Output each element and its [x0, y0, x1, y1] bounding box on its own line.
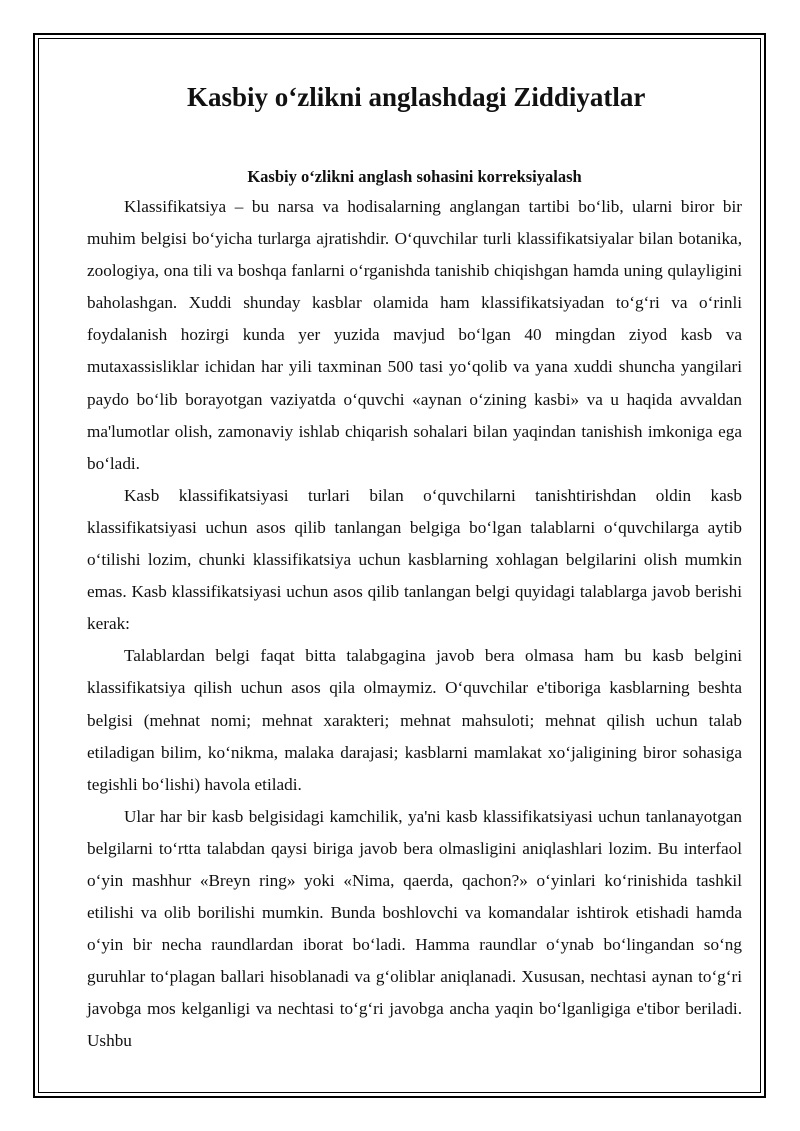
section-heading: Kasbiy o‘zlikni anglash sohasini korreksiyalash	[247, 167, 582, 186]
paragraph-2: Kasb klassifikatsiyasi turlari bilan o‘quvchilarni tanishtirishdan oldin kasb klassifikatsiyasi uchun asos qilib tanlangan belgiga bo‘lgan talablarni o‘quvchilarga aytib o‘tilishi lozim, chunki klassifikatsiya uchun kasblarning xohlagan belgilarini olish mumkin emas. Kasb klassifikatsiyasi uchun asos qilib tanlangan belgi quyidagi talablarga javob berishi kerak:	[87, 485, 742, 634]
paragraph-4: Ular har bir kasb belgisidagi kamchilik, ya'ni kasb klassifikatsiyasi uchun tanlanayotgan belgilarni to‘rtta talabdan qaysi biriga javob bera olmasligini aniqlashlari lozim. Bu interfaol o‘yin mashhur «Breyn ring» yoki «Nima, qaerda, qachon?» o‘yinlari ko‘rinishida tashkil etilishi va olib borilishi mumkin. Bunda boshlovchi va komandalar ishtirok etishadi hamda o‘yin bir necha raundlardan iborat bo‘ladi. Hamma raundlar o‘ynab bo‘lingandan so‘ng guruhlar to‘plagan ballari hisoblanadi va g‘oliblar aniqlanadi. Xususan, nechtasi aynan to‘g‘ri javobga mos kelganligi va nechtasi to‘g‘ri javobga ancha yaqin bo‘lganligiga e'tibor beriladi. Ushbu	[87, 806, 742, 1051]
paragraph-3: Talablardan belgi faqat bitta talabgagina javob bera olmasa ham bu kasb belgini klassifikatsiya qilish uchun asos qila olmaymiz. O‘quvchilar e'tiboriga kasblarning beshta belgisi (mehnat nomi; mehnat xarakteri; mehnat mahsuloti; mehnat qilish uchun talab etiladigan bilim, ko‘nikma, malaka darajasi; kasblarni mamlakat xo‘jaligining biror sohasiga tegishli bo‘lishi) havola etiladi.	[87, 646, 742, 794]
paragraph-1: Klassifikatsiya – bu narsa va hodisalarning anglangan tartibi bo‘lib, ularni biror bir muhim belgisi bo‘yicha turlarga ajratishdir. O‘quvchilar turli klassifikatsiyalar bilan botanika, zoologiya, ona tili va boshqa fanlarni o‘rganishda tanishib chiqishgan hamda uning qulayligini baholashgan. Xuddi shunday kasblar olamida ham klassifikatsiyadan to‘g‘ri va o‘rinli foydalanish hozirgi kunda yer yuzida mavjud bo‘lgan 40 mingdan ziyod kasb va mutaxassisliklar ichidan har yili taxminan 500 tasi yo‘qolib va yana xuddi shuncha yangilari paydo bo‘lib borayotgan vaziyatda o‘quvchi «aynan o‘zining kasbi» va u haqida avvaldan ma'lumotlar olish, zamonaviy ishlab chiqarish sohalari bilan yaqindan tanishish imkoniga ega bo‘ladi.	[87, 197, 742, 473]
document-title: Kasbiy o‘zlikni anglashdagi Ziddiyatlar	[187, 82, 646, 112]
document-body	[87, 70, 742, 1058]
